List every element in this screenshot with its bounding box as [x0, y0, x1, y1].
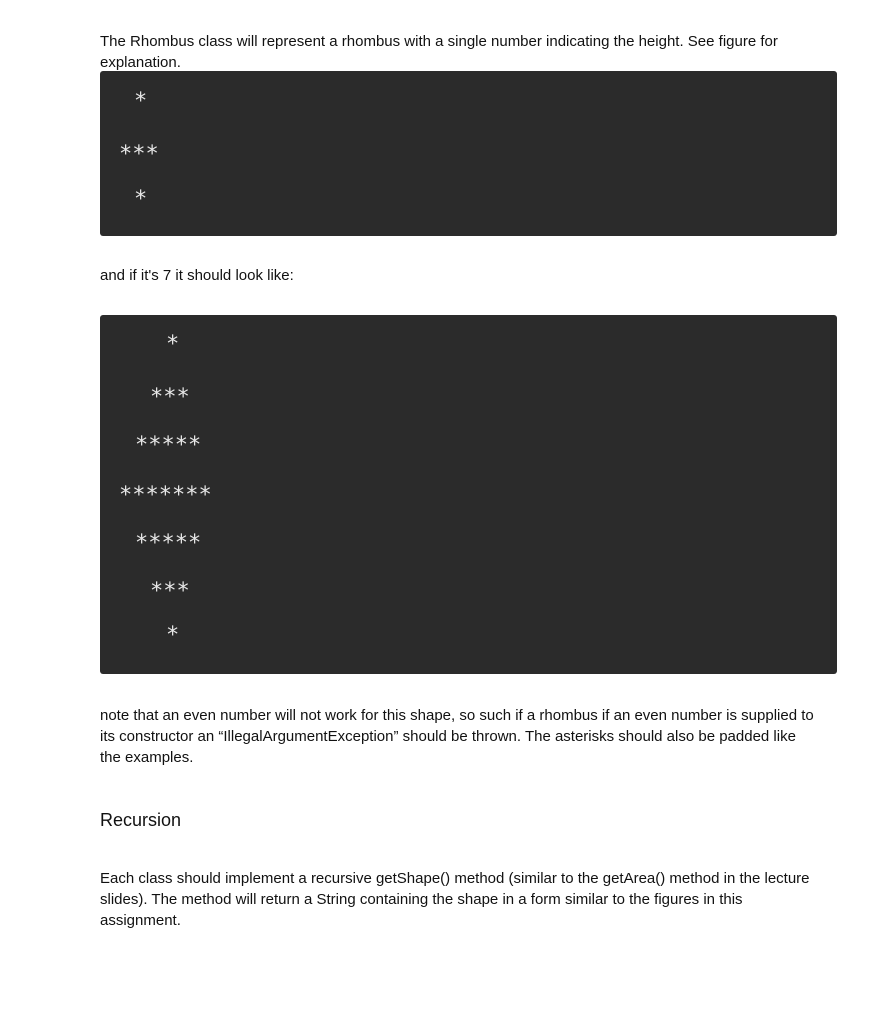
intro-paragraph: The Rhombus class will represent a rhombus with a single number indicating the height. See figure for explanation. [100, 33, 778, 71]
even-number-note: note that an even number will not work for this shape, so such if a rhombus if an even number is supplied to its constructor an “IllegalArgumentException” should be thrown. The asterisks should also be padded like the examples. [100, 707, 814, 766]
star-row: * [166, 332, 180, 357]
star-row: *** [150, 579, 190, 604]
star-row: * [166, 623, 180, 648]
star-row: * [134, 187, 148, 212]
rhombus-example-7 [100, 315, 837, 674]
star-row: ***** [135, 433, 202, 458]
star-row: * [134, 89, 148, 114]
recursion-heading: Recursion [100, 810, 182, 830]
star-row: *** [150, 385, 190, 410]
star-row: ***** [135, 531, 202, 556]
recursion-paragraph: Each class should implement a recursive getShape() method (similar to the getArea() method in the lecture slides). The method will return a String containing the shape in a form similar to the figures in this assignment. [100, 870, 810, 929]
star-row: ******* [119, 483, 212, 508]
seven-caption: and if it's 7 it should look like: [100, 267, 294, 284]
star-row: *** [119, 142, 159, 167]
rhombus-example-3 [100, 71, 837, 236]
